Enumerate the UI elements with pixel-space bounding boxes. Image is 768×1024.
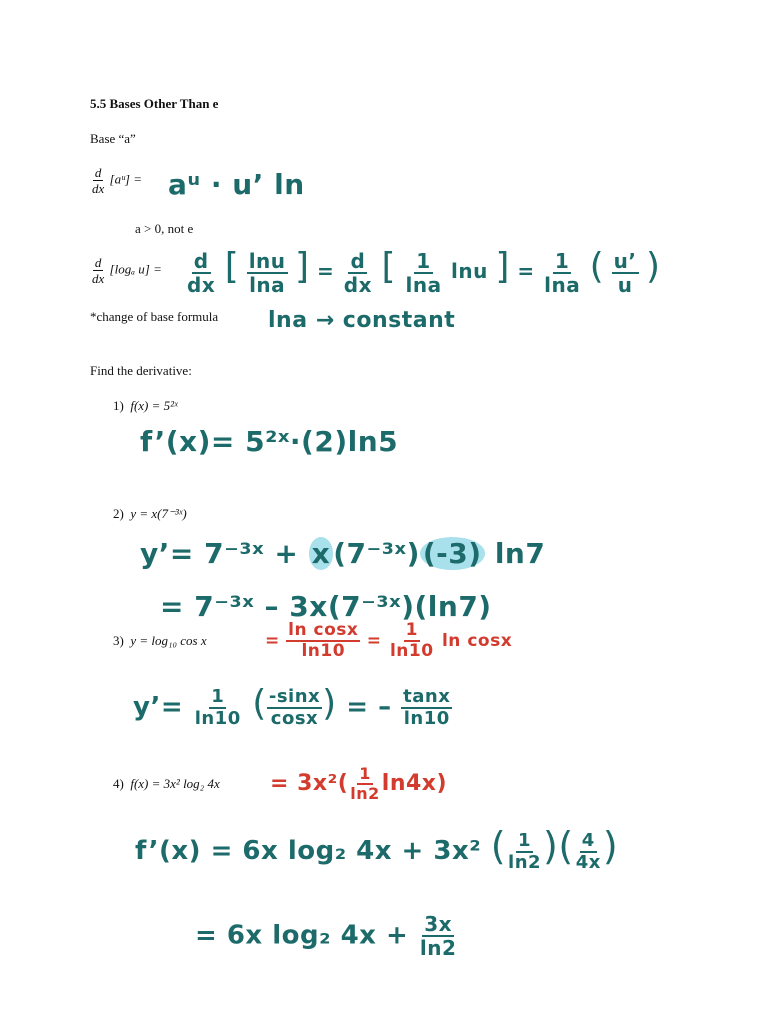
problem-4-work-line2: = 6x log₂ 4x + $\frac{3x}{\ln 2}$	[195, 912, 457, 960]
highlight-x: x	[309, 537, 334, 570]
find-derivative-label: Find the derivative:	[90, 363, 192, 378]
change-of-base-note: lna → constant	[268, 308, 456, 333]
rule2-lhs: $\frac{d}{dx}$ [logₐ u] =	[92, 255, 162, 286]
rule1-handwritten: aᵘ · u’ ln	[168, 168, 305, 201]
problem-4-work-line1: f’(x) = 6x log₂ 4x + 3x² ( $\frac{1}{\ln 2}$ )( $\frac{4}{4x}$ )	[135, 824, 619, 873]
problem-2: 2) y = x(7⁻³ˣ)	[113, 506, 187, 521]
rule2-handwritten: $\frac{d}{dx}$ [ $\frac{\ln u}{\ln a}$ ] = $\frac{d}{dx}$ [ $\frac{1}{\ln a}$ lnu ] = $\frac{1}{\ln a}$ ( $\frac{u’}{u}$ )	[187, 246, 661, 297]
problem-1-work: f’(x)= 5²ˣ·(2)ln5	[140, 425, 399, 458]
problem-2-work-line1: y’= 7⁻³ˣ + x (7⁻³ˣ) (-3) ln7	[140, 537, 546, 570]
problem-3-work: y’= $\frac{1}{\ln 10}$ ( $\frac{-\sin x}{\cos x}$ ) = – $\frac{\tan x}{\ln 10}$	[133, 683, 451, 729]
rule1-lhs: $\frac{d}{dx}$ [aᵘ] =	[92, 165, 142, 196]
page-title: 5.5 Bases Other Than e	[90, 96, 219, 111]
change-of-base-label: *change of base formula	[90, 309, 219, 324]
problem-3: 3) y = log₁₀ cos x	[113, 633, 207, 648]
base-label: Base “a”	[90, 131, 136, 146]
rule1-condition: a > 0, not e	[135, 221, 194, 236]
highlight-neg3: (-3)	[420, 537, 485, 570]
problem-4: 4) f(x) = 3x² log₂ 4x	[113, 776, 220, 791]
problem-4-red-work: = 3x²( $\frac{1}{\ln 2}$ ln4x)	[270, 764, 448, 803]
problem-1: 1) f(x) = 5²ˣ	[113, 398, 178, 413]
problem-3-red-work: = $\frac{\text{ln cosx}}{\ln 10}$ = $\frac{1}{\ln 10}$ ln cosx	[265, 620, 513, 661]
problem-2-work-line2: = 7⁻³ˣ – 3x(7⁻³ˣ)(ln7)	[160, 590, 492, 623]
